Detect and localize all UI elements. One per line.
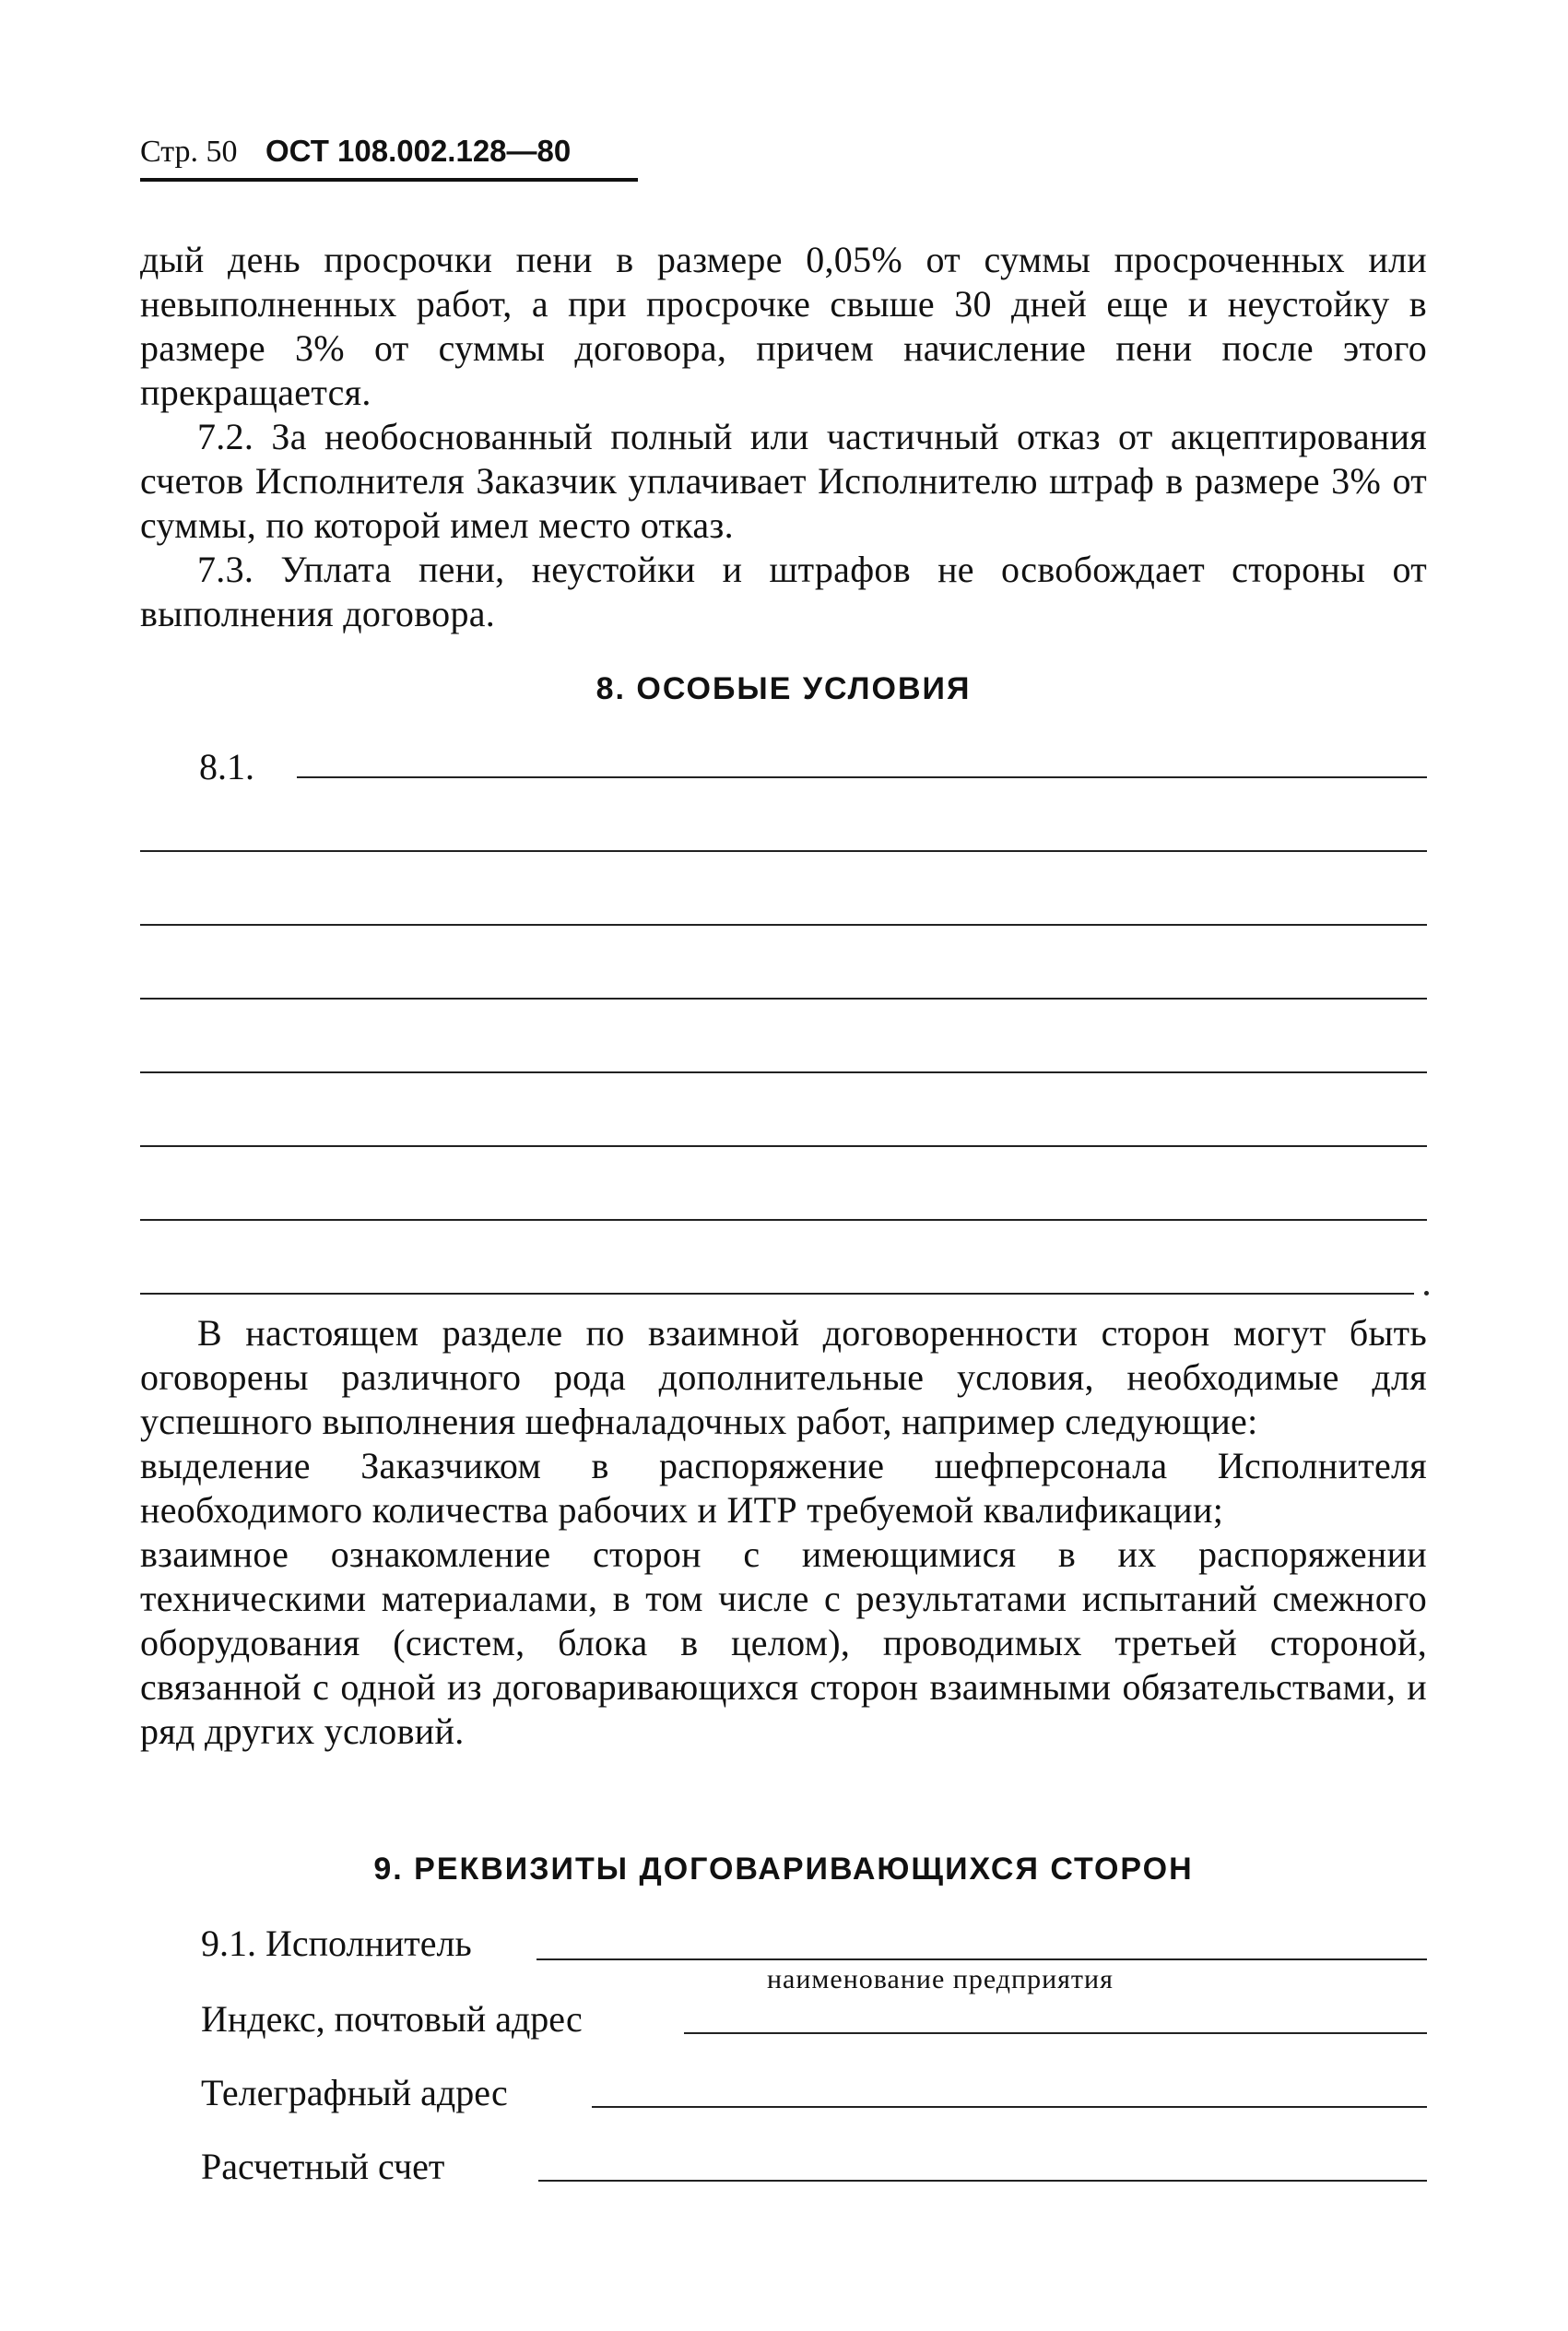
fill-line: [140, 1293, 1414, 1295]
page-number: Стр. 50: [140, 135, 238, 169]
section9-title: 9. РЕКВИЗИТЫ ДОГОВАРИВАЮЩИХСЯ СТОРОН: [373, 1852, 1194, 1887]
executor-caption: наименование предприятия: [767, 1964, 1114, 1994]
fill-line: [538, 2180, 1427, 2182]
section8-title: 8. ОСОБЫЕ УСЛОВИЯ: [595, 671, 972, 706]
item-8-1-label: 8.1.: [199, 746, 254, 787]
paragraph-continuation: дый день просрочки пени в размере 0,05% от суммы просроченных или невыполненных работ, а при просрочке свыше 30 дней еще и неустойку в размере 3% от суммы договора, причем начисление пени после этого прекращается.: [140, 239, 1427, 413]
note-paragraph: выделение Заказчиком в распоряжение шефперсонала Исполнителя необходимого количества рабочих и ИТР требуемой квалификации;: [140, 1445, 1427, 1531]
section8-note: [140, 1311, 1427, 1754]
fill-line: [140, 998, 1427, 1000]
paragraph-7-3: 7.3. Уплата пени, неустойки и штрафов не освобождает стороны от выполнения договора.: [140, 549, 1427, 634]
fill-line: [140, 1145, 1427, 1147]
note-paragraph: В настоящем разделе по взаимной договоренности сторон могут быть оговорены различного рода дополнительные условия, необходимые для успешного выполнения шефналадочных работ, например следующие:: [140, 1312, 1427, 1442]
fill-line: [592, 2106, 1427, 2108]
account-label: Расчетный счет: [201, 2146, 445, 2187]
fill-line: [684, 2032, 1427, 2034]
page-header: [140, 131, 638, 182]
section7-text: [140, 238, 1427, 636]
executor-label: 9.1. Исполнитель: [201, 1923, 472, 1964]
fill-line: [140, 1219, 1427, 1221]
fill-line: [140, 850, 1427, 852]
period-dot: [1424, 1291, 1429, 1296]
fill-line: [140, 924, 1427, 926]
fill-line: [140, 1071, 1427, 1073]
address-label: Индекс, почтовый адрес: [201, 1998, 583, 2040]
telegraph-label: Телеграфный адрес: [201, 2072, 508, 2113]
fill-line: [536, 1958, 1427, 1960]
standard-code: ОСТ 108.002.128—80: [265, 134, 572, 168]
fill-line: [297, 776, 1427, 778]
note-paragraph: взаимное ознакомление сторон с имеющимися в их распоряжении техническими материалами, в том числе с результатами испытаний смежного оборудования (систем, блока в целом), проводимых третьей стороной, связанной с одной из договаривающихся сторон взаимными обязательствами, и ряд других условий.: [140, 1533, 1427, 1752]
paragraph-7-2: 7.2. За необоснованный полный или частичный отказ от акцептирования счетов Исполнителя Заказчик уплачивает Исполнителю штраф в размере 3% от суммы, по которой имел место отказ.: [140, 416, 1427, 546]
